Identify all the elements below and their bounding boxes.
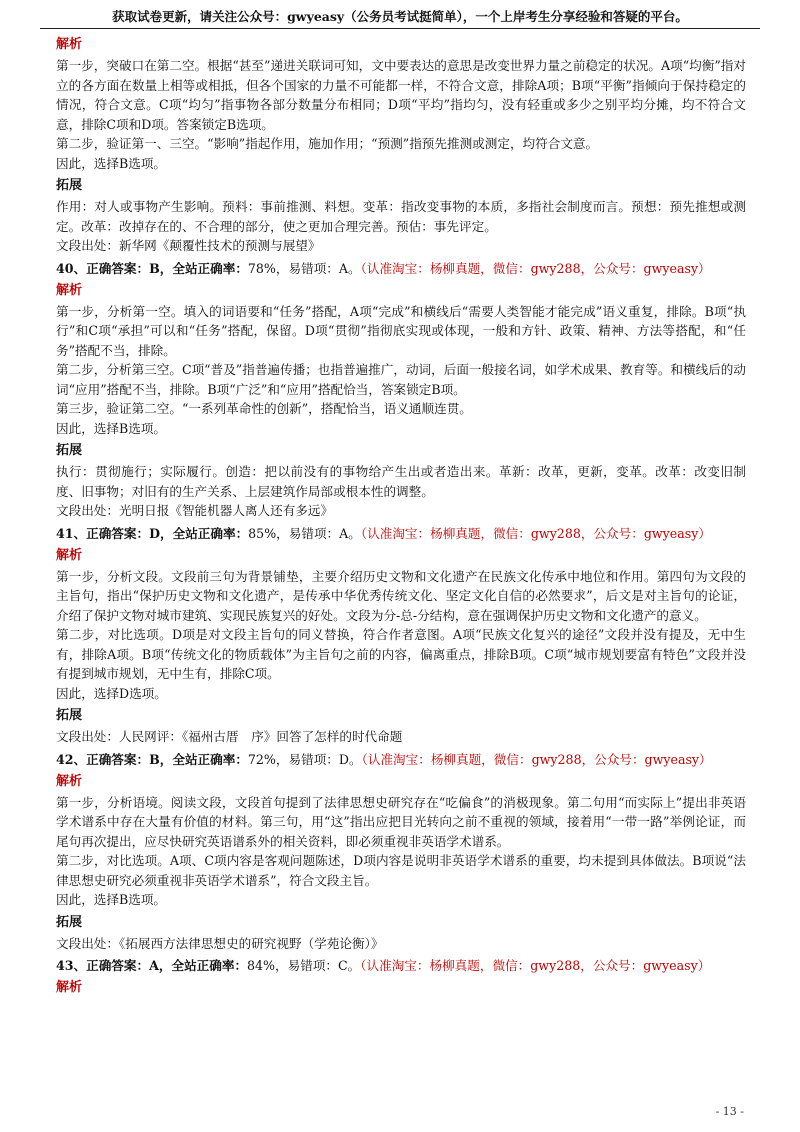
error-option: 易错项：C。: [287, 958, 361, 973]
answer-line: [56, 749, 746, 771]
correct-answer: B，: [149, 751, 173, 767]
correct-answer: A，: [149, 958, 172, 973]
extension-heading: 拓展: [56, 708, 83, 723]
paragraph: 文段出处：新华网《颠覆性技术的预测与展望》: [56, 238, 321, 253]
accuracy-rate: 84%，: [247, 958, 288, 973]
paragraph: 因此，选择B选项。: [56, 420, 167, 436]
accuracy-label: 全站正确率：: [172, 525, 249, 541]
paragraph: 文段出处：光明日报《智能机器人离人还有多远》: [56, 503, 334, 518]
answer-number: 40、正确答案：: [56, 260, 150, 276]
paragraph: 执行：贯彻施行；实际履行。创造：把以前没有的事物给产生出或者造出来。革新：改革，更新，变革。改革：改变旧制度、旧事物；对旧有的生产关系、上层建筑作局部或根本性的调整。: [56, 464, 746, 499]
promo-text: （认准淘宝：杨柳真题，微信：gwy288，公众号：gwyeasy）: [360, 525, 711, 541]
paragraph: 文段出处：人民网评：《福州古厝 序》回答了怎样的时代命题: [56, 729, 403, 744]
answer-line: [56, 523, 746, 545]
paragraph: 第一步，分析第一空。填入的词语要和“任务”搭配，A项“完成”和横线后“需要人类智能才能完成”语义重复，排除。B项“执行”和C项“承担”可以和“任务”搭配，保留。D项“贯彻”指彻底实现或体现，一般和方针、政策、精神、方法等搭配，和“任务”搭配不当，排除。: [56, 303, 746, 358]
paragraph: 第一步，分析语境。阅读文段，文段首句提到了法律思想史研究存在“吃偏食”的消极现象。第二句用“而实际上”提出非英语学术谱系中存在大量有价值的材料。第三句，用“这”指出应把目光转向之前不重视的领域，接着用“一带一路”举例论证，而尾句再次提出，应尽快研究英语谱系外的相关资料，即必须重视非英语学术谱系。: [56, 794, 746, 849]
promo-text: （认准淘宝：杨柳真题，微信：gwy288，公众号：gwyeasy）: [361, 751, 712, 767]
paragraph: 第二步，对比选项。A项、C项内容是客观问题陈述，D项内容是说明非英语学术谱系的重要，均未提到具体做法。B项说“法律思想史研究必须重视非英语学术谱系”，符合文段主旨。: [56, 853, 746, 888]
accuracy-rate: 78%，: [247, 260, 289, 276]
paragraph: 第三步，验证第二空。“一系列革命性的创新”，搭配恰当，语义通顺连贯。: [56, 401, 472, 416]
error-option: 易错项：D。: [288, 751, 362, 767]
document-body: [56, 34, 746, 999]
analysis-heading: 解析: [56, 773, 83, 789]
answer-number: 43、正确答案：: [56, 958, 150, 973]
paragraph: 作用：对人或事物产生影响。预料：事前推测、料想。变革：指改变事物的本质，多指社会制度而言。预想：预先推想或测定。改革：改掉存在的、不合理的部分，使之更加合理完善。预估：事先评定。: [56, 199, 746, 234]
paragraph: 第二步，对比选项。D项是对文段主旨句的同义替换，符合作者意图。A项“民族文化复兴的途径”文段并没有提及，无中生有，排除A项。B项“传统文化的物质载体”为主旨句之前的内容，偏离重点，排除B项。C项“城市规划要富有特色”文段并没有提到城市规划，无中生有，排除C项。: [56, 627, 746, 681]
accuracy-rate: 72%，: [247, 751, 289, 767]
answer-line: [56, 955, 746, 977]
error-option: 易错项：A。: [288, 525, 361, 541]
page-number: - 13 -: [715, 1105, 744, 1118]
accuracy-label: 全站正确率：: [172, 751, 248, 767]
analysis-heading: 解析: [56, 37, 83, 52]
accuracy-label: 全站正确率：: [172, 260, 248, 276]
accuracy-rate: 85%，: [248, 525, 289, 541]
extension-heading: 拓展: [56, 443, 83, 458]
paragraph: 文段出处：《拓展西方法律思想史的研究视野（学苑论衡）》: [56, 935, 384, 951]
paragraph: 第一步，突破口在第二空。根据“甚至”递进关联词可知，文中要表达的意思是改变世界力量之前稳定的状况。A项“均衡”指对立的各方面在数量上相等或相抵，但各个国家的力量不可能都一样，不符合文意，排除A项；B项“平衡”指倾向于保持稳定的情况，符合文意。C项“均匀”指事物各部分数量分布相同；D项“平均”指均匀，没有轻重或多少之别平均分摊，均不符合文意，排除C项和D项。答案锁定B选项。: [56, 58, 746, 132]
page-header: 获取试卷更新，请关注公众号：gwyeasy（公务员考试挺简单），一个上岸考生分享经验和答疑的平台。: [40, 8, 760, 29]
paragraph: 第二步，分析第三空。C项“普及”指普遍传播；也指普遍推广，动词，后面一般接名词，如学术成果、教育等。和横线后的动词“应用”搭配不当，排除。B项“广泛”和“应用”搭配恰当，答案锁定B项。: [56, 362, 746, 397]
analysis-heading: 解析: [56, 282, 83, 298]
paragraph: 第一步，分析文段。文段前三句为背景铺垫，主要介绍历史文物和文化遗产在民族文化传承中地位和作用。第四句为文段的主旨句，指出“保护历史文物和文化遗产，是传承中华优秀传统文化、坚定文化自信的必然要求”，后文是对主旨句的论证，介绍了保护文物对城市建筑、实现民族复兴的好处。文段为分-总-分结构，意在强调保护历史文物和文化遗产的意义。: [56, 568, 746, 623]
paragraph: 因此，选择B选项。: [56, 155, 167, 171]
analysis-heading: 解析: [56, 980, 83, 995]
accuracy-label: 全站正确率：: [171, 958, 248, 973]
paragraph: 因此，选择D选项。: [56, 685, 167, 701]
promo-text: （认准淘宝：杨柳真题，微信：gwy288，公众号：gwyeasy）: [360, 958, 711, 973]
answer-number: 42、正确答案：: [56, 751, 150, 767]
correct-answer: B，: [149, 260, 173, 276]
extension-heading: 拓展: [56, 178, 83, 193]
error-option: 易错项：A。: [288, 260, 361, 276]
extension-heading: 拓展: [56, 914, 83, 930]
answer-number: 41、正确答案：: [56, 525, 150, 541]
analysis-heading: 解析: [56, 547, 83, 563]
promo-text: （认准淘宝：杨柳真题，微信：gwy288，公众号：gwyeasy）: [360, 260, 711, 276]
paragraph: 第二步，验证第一、三空。“影响”指起作用，施加作用；“预测”指预先推测或测定，均符合文意。: [56, 136, 599, 151]
answer-line: [56, 258, 746, 280]
correct-answer: D，: [149, 525, 173, 541]
paragraph: 因此，选择B选项。: [56, 892, 167, 907]
